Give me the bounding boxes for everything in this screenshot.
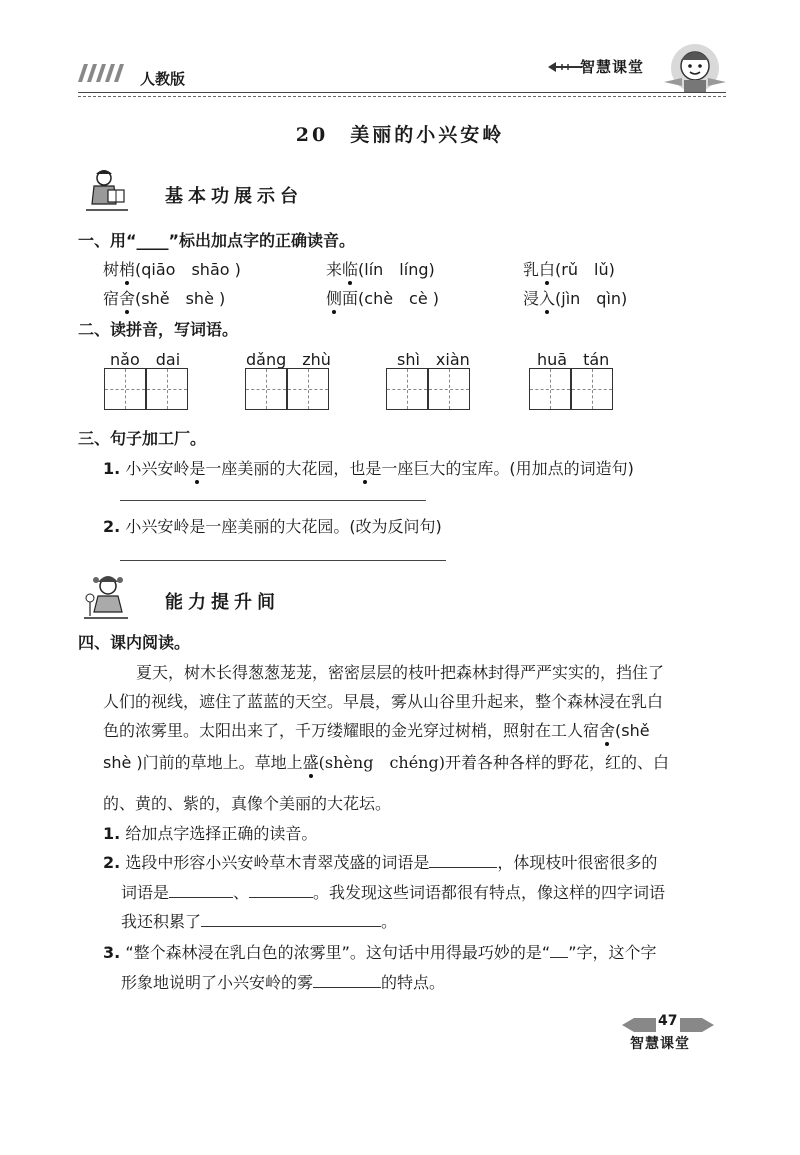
dotted-char: 是 <box>189 459 206 478</box>
reading-item: 侧面(chè cè ) <box>326 289 440 308</box>
writing-box[interactable] <box>529 368 571 410</box>
section-heading-basic: 基本功展示台 <box>165 186 303 207</box>
dotted-char: 舍 <box>599 721 616 740</box>
subquestion-2-line-3: 我还积累了 。 <box>121 912 398 931</box>
fill-blank[interactable] <box>429 853 497 868</box>
lesson-title: 20 美丽的小兴安岭 <box>295 124 505 146</box>
reading-item: 浸入(jìn qìn) <box>523 289 628 308</box>
writing-box[interactable] <box>428 368 470 410</box>
writing-box[interactable] <box>287 368 329 410</box>
answer-line[interactable] <box>120 500 426 501</box>
reading-item: 树梢(qiāo shāo ) <box>103 260 241 279</box>
fill-blank[interactable] <box>550 943 568 958</box>
subquestion-3: 3. “整个森林浸在乳白色的浓雾里”。这句话中用得最巧妙的是“ ”字，这个字 <box>103 943 657 962</box>
pinyin-prompt: shì xiàn <box>397 350 470 369</box>
dotted-char: 入 <box>539 289 556 308</box>
pinyin-prompt: huā tán <box>537 350 610 369</box>
subquestion-1: 1. 给加点字选择正确的读音。 <box>103 824 318 843</box>
header-stripes-decoration <box>78 64 126 82</box>
footer-brand: 智慧课堂 <box>630 1036 690 1052</box>
dotted-char: 舍 <box>119 289 136 308</box>
sentence-1: 1. 小兴安岭是一座美丽的大花园，也是一座巨大的宝库。(用加点的词造句) <box>103 459 634 478</box>
reading-item: 宿舍(shě shè ) <box>103 289 226 308</box>
arrow-icon <box>548 62 582 72</box>
header-rule <box>78 92 726 93</box>
writing-box[interactable] <box>386 368 428 410</box>
pinyin-prompt: dǎng zhù <box>246 350 331 369</box>
subquestion-2: 2. 选段中形容小兴安岭草木青翠茂盛的词语是 ，体现枝叶很密很多的 <box>103 853 658 872</box>
page-number: 47 <box>658 1013 678 1029</box>
question-1-label: 一、用“____”标出加点字的正确读音。 <box>78 231 356 250</box>
sentence-2: 2. 小兴安岭是一座美丽的大花园。(改为反问句) <box>103 517 442 536</box>
fill-blank[interactable] <box>249 883 313 898</box>
pinyin-prompt: nǎo dai <box>110 350 181 369</box>
mascot-icon <box>660 38 730 96</box>
student-reading-icon <box>82 166 132 216</box>
dotted-char: 白 <box>539 260 556 279</box>
passage-line: 人们的视线，遮住了蓝蓝的天空。早晨，雾从山谷里升起来，整个森林浸在乳白 <box>103 692 664 711</box>
writing-box[interactable] <box>146 368 188 410</box>
passage-line: 夏天，树木长得葱葱茏茏，密密层层的枝叶把森林封得严严实实的，挡住了 <box>136 663 665 682</box>
question-3-label: 三、句子加工厂。 <box>78 429 207 448</box>
dotted-char: 也是 <box>349 459 382 478</box>
passage-line: shè )门前的草地上。草地上盛(shèng chéng)开着各种各样的野花，红的、白 <box>103 753 669 772</box>
dotted-char: 盛 <box>302 753 319 772</box>
section-heading-ability: 能力提升间 <box>165 592 280 613</box>
subquestion-3-line-2: 形象地说明了小兴安岭的雾 的特点。 <box>121 973 446 992</box>
child-with-flower-icon <box>82 572 132 622</box>
header-dashed-rule <box>78 96 726 97</box>
writing-box[interactable] <box>571 368 613 410</box>
subquestion-2-line-2: 词语是 、 。我发现这些词语都很有特点，像这样的四字词语 <box>121 883 666 902</box>
reading-item: 来临(lín líng) <box>326 260 435 279</box>
reading-item: 乳白(rǔ lǔ) <box>523 260 615 279</box>
fill-blank[interactable] <box>201 912 381 927</box>
edition-label: 人教版 <box>140 70 186 88</box>
fill-blank[interactable] <box>313 973 381 988</box>
fill-blank[interactable] <box>169 883 233 898</box>
passage-line: 的、黄的、紫的，真像个美丽的大花坛。 <box>103 794 392 813</box>
writing-box[interactable] <box>245 368 287 410</box>
dotted-char: 梢 <box>119 260 136 279</box>
question-4-label: 四、课内阅读。 <box>78 633 191 652</box>
writing-box[interactable] <box>104 368 146 410</box>
question-2-label: 二、读拼音，写词语。 <box>78 320 239 339</box>
answer-line[interactable] <box>120 560 446 561</box>
dotted-char: 临 <box>342 260 359 279</box>
brand-label: 智慧课堂 <box>580 58 645 76</box>
dotted-char: 侧 <box>326 289 343 308</box>
passage-line: 色的浓雾里。太阳出来了，千万缕耀眼的金光穿过树梢，照射在工人宿舍(shě <box>103 721 650 740</box>
